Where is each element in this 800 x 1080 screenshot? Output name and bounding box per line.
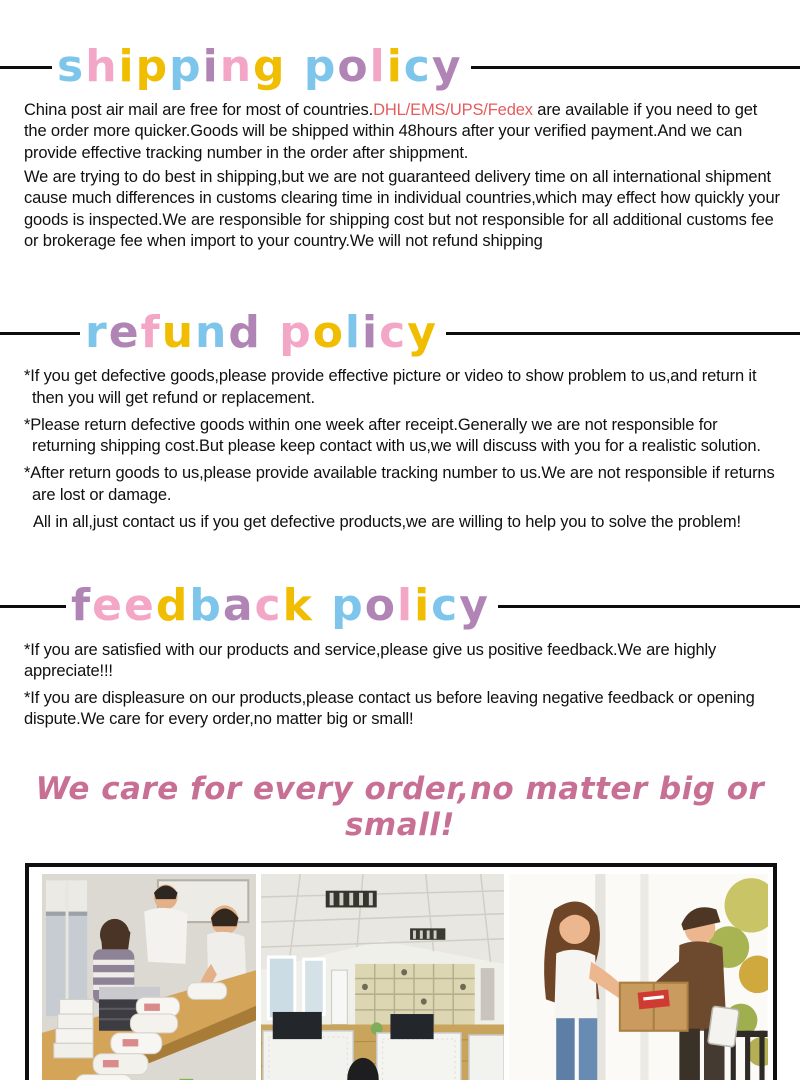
shipping-policy-text [24, 100, 782, 252]
shipping-policy-title: shipping policy [57, 41, 463, 92]
heading-rule-left [0, 605, 66, 608]
feedback-policy-heading [0, 580, 800, 632]
courier-delivery-photo [509, 874, 768, 1080]
shipping-paragraph-2: We are trying to do best in shipping,but we are not guaranteed delivery time on all international shipment cause much differences in customs clearing time in individual countries,which may effect how quickly your goods is inspected.We are responsible for shipping cost but not responsible for all additional customs fee or brokerage fee when import to your country.We will not refund shipping [24, 168, 780, 250]
feedback-policy-text [24, 640, 782, 731]
refund-policy-text [24, 366, 782, 533]
feedback-item-2: *If you are displeasure on our products,please contact us before leaving negative feedback or opening dispute.We care for every order,no matter big or small! [24, 689, 755, 729]
door-frame [641, 874, 649, 1080]
refund-item-1: *If you get defective goods,please provide effective picture or video to show problem to us,and return it then you will get refund or replacement. [24, 367, 757, 407]
office-workspace-illustration [261, 874, 504, 1080]
ac-unit [332, 970, 348, 1024]
feedback-item-1: *If you are satisfied with our products and service,please give us positive feedback.We are highly appreciate!!! [24, 640, 717, 680]
white-parcel-boxes [54, 999, 93, 1058]
feedback-policy-title: feedback policy [71, 580, 490, 632]
refund-item-4: All in all,just contact us if you get defective products,we are willing to help you to solve the problem! [33, 513, 741, 532]
warehouse-packing-photo [42, 874, 256, 1080]
office-workspace-photo [261, 874, 504, 1080]
heading-rule-right [471, 66, 800, 69]
warehouse-packing-illustration [42, 874, 256, 1080]
parcel-box [620, 982, 688, 1030]
clipboard [708, 1006, 740, 1047]
shipping-paragraph-1: China post air mail are free for most of countries.DHL/EMS/UPS/Fedex are available if you need to get the order more quicker.Goods will be shipped within 48hours after your verified payment.And we can provide effective tracking number in the order after shippment. [24, 101, 758, 162]
refund-item-3: *After return goods to us,please provide available tracking number to us.We are not responsible if returns are lost or damage. [24, 464, 775, 504]
refund-policy-heading [0, 307, 800, 359]
photo-strip-frame [25, 863, 777, 1080]
heading-rule-left [0, 66, 52, 69]
care-slogan: We care for every order,no matter big or small! [35, 770, 765, 843]
office-windows [267, 955, 326, 1020]
heading-rule-right [446, 332, 800, 335]
shipping-policy-heading [0, 41, 800, 92]
courier-delivery-illustration [509, 874, 768, 1080]
refund-policy-title: refund policy [85, 307, 438, 359]
heading-rule-left [0, 332, 80, 335]
refund-item-2: *Please return defective goods within one week after receipt.Generally we are not responsible for returning shipping cost.But please keep contact with us,we will discuss with you for a realistic solution. [24, 415, 761, 456]
heading-rule-right [498, 605, 800, 608]
